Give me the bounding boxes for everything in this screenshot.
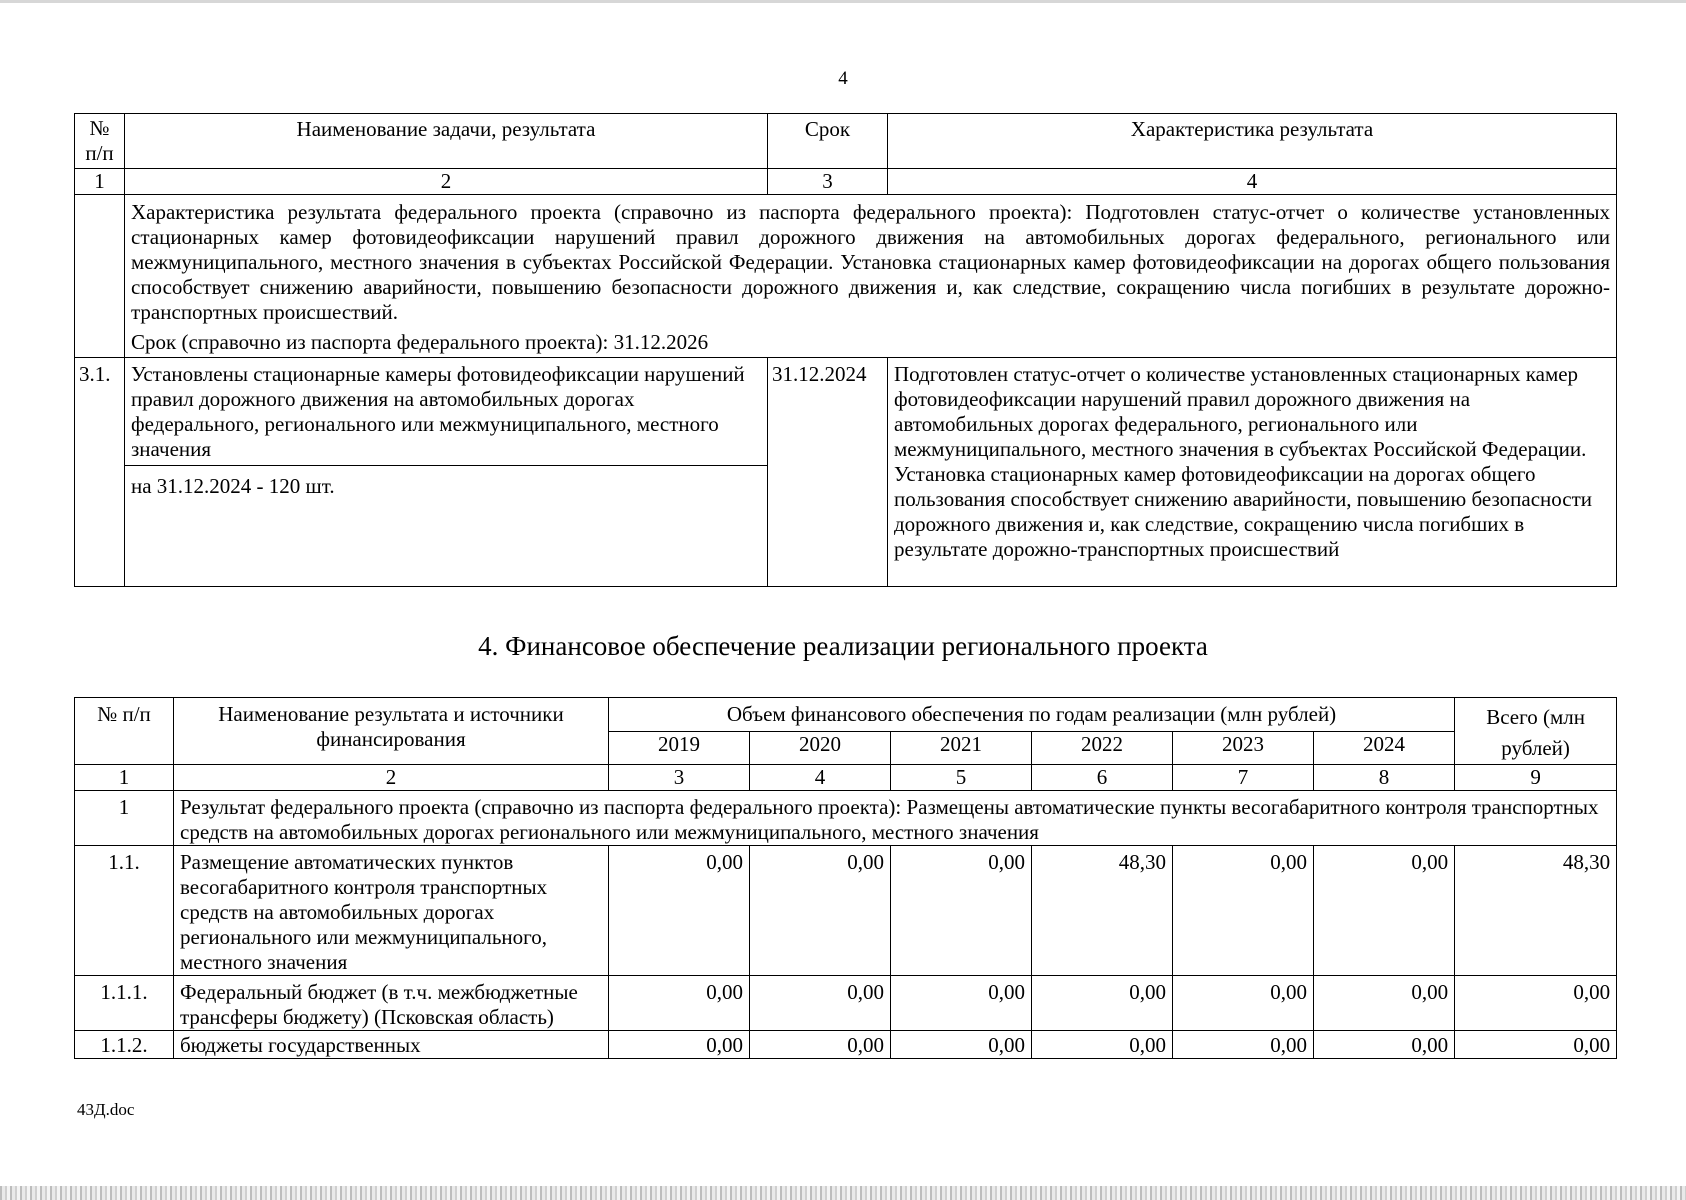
fin-row-1-1-1 xyxy=(75,976,1617,1031)
fin-row-num: 1.1. xyxy=(75,846,174,976)
fin-value-2023: 0,00 xyxy=(1173,1031,1314,1059)
fin-value-total: 48,30 xyxy=(1455,846,1617,976)
federal-result-cell xyxy=(125,195,1617,358)
index-cell: 4 xyxy=(888,169,1617,195)
fin-row-num: 1.1.2. xyxy=(75,1031,174,1059)
fin-value-2024: 0,00 xyxy=(1314,976,1455,1031)
year-2023: 2023 xyxy=(1173,732,1314,765)
fin-index-cell: 9 xyxy=(1455,765,1617,791)
row-name-cell xyxy=(125,358,768,587)
document-footer: 43Д.doc xyxy=(77,1100,135,1119)
section-title: 4. Финансовое обеспечение реализации регионального проекта xyxy=(478,631,1208,661)
row-deadline: 31.12.2024 xyxy=(768,358,888,587)
fin-value-2020: 0,00 xyxy=(750,1031,891,1059)
year-2021: 2021 xyxy=(891,732,1032,765)
results-index-row xyxy=(75,169,1617,195)
fin-value-2020: 0,00 xyxy=(750,846,891,976)
results-table xyxy=(74,113,1617,587)
fin-federal-num: 1 xyxy=(75,791,174,846)
fin-value-2023: 0,00 xyxy=(1173,976,1314,1031)
row-num: 3.1. xyxy=(75,358,125,587)
fin-value-2024: 0,00 xyxy=(1314,846,1455,976)
year-2019: 2019 xyxy=(609,732,750,765)
row-target: на 31.12.2024 - 120 шт. xyxy=(125,465,767,586)
results-header-row xyxy=(75,114,1617,169)
fin-value-total: 0,00 xyxy=(1455,1031,1617,1059)
row-name: Установлены стационарные камеры фотовидеофиксации нарушений правил дорожного движения на автомобильных дорогах федерального, регионального или межмуниципального, местного значения xyxy=(131,362,745,461)
fin-index-cell: 3 xyxy=(609,765,750,791)
result-row-3-1 xyxy=(75,358,1617,587)
fin-index-cell: 7 xyxy=(1173,765,1314,791)
year-2024: 2024 xyxy=(1314,732,1455,765)
page-number: 4 xyxy=(838,68,848,89)
empty-num-cell xyxy=(75,195,125,358)
fin-header-name: Наименование результата и источники финансирования xyxy=(174,698,609,765)
federal-result-text: Характеристика результата федерального проекта (справочно из паспорта федерального проекта): Подготовлен статус-отчет о количестве установленных стационарных камер фотовидеофиксации нарушений правил дорожного движения на автомобильных дорогах федерального, регионального или межмуниципального, местного значения в субъектах Российской Федерации. Установка стационарных камер фотовидеофиксации на дорогах общего пользования способствует снижению аварийности, повышению безопасности дорожного движения и, как следствие, сокращению числа погибших в результате дорожно-транспортных происшествий. xyxy=(131,200,1610,324)
header-characteristic: Характеристика результата xyxy=(888,114,1617,169)
year-2020: 2020 xyxy=(750,732,891,765)
fin-index-cell: 5 xyxy=(891,765,1032,791)
federal-result-row xyxy=(75,195,1617,358)
fin-header-num: № п/п xyxy=(75,698,174,765)
row-characteristic: Подготовлен статус-отчет о количестве установленных стационарных камер фотовидеофиксации нарушений правил дорожного движения на автомобильных дорогах федерального, регионального или межмуниципального, местного значения в субъектах Российской Федерации. Установка стационарных камер фотовидеофиксации на дорогах общего пользования способствует снижению аварийности, повышению безопасности дорожного движения и, как следствие, сокращению числа погибших в результате дорожно-транспортных происшествий xyxy=(888,358,1617,587)
financing-index-row xyxy=(75,765,1617,791)
header-deadline: Срок xyxy=(768,114,888,169)
financing-header-row-1 xyxy=(75,698,1617,732)
fin-row-name: бюджеты государственных xyxy=(174,1031,609,1059)
fin-value-2021: 0,00 xyxy=(891,976,1032,1031)
scan-bottom-edge xyxy=(0,1186,1686,1200)
fin-value-2019: 0,00 xyxy=(609,976,750,1031)
fin-value-2019: 0,00 xyxy=(609,1031,750,1059)
fin-index-cell: 6 xyxy=(1032,765,1173,791)
year-2022: 2022 xyxy=(1032,732,1173,765)
fin-index-cell: 8 xyxy=(1314,765,1455,791)
header-task-name: Наименование задачи, результата xyxy=(125,114,768,169)
fin-value-2020: 0,00 xyxy=(750,976,891,1031)
fin-value-2019: 0,00 xyxy=(609,846,750,976)
fin-index-cell: 2 xyxy=(174,765,609,791)
fin-value-2022: 48,30 xyxy=(1032,846,1173,976)
fin-row-1-1-2 xyxy=(75,1031,1617,1059)
financing-table xyxy=(74,697,1617,1059)
fin-index-cell: 1 xyxy=(75,765,174,791)
fin-value-2021: 0,00 xyxy=(891,1031,1032,1059)
fin-value-2021: 0,00 xyxy=(891,846,1032,976)
header-num: № п/п xyxy=(75,114,125,169)
fin-index-cell: 4 xyxy=(750,765,891,791)
fin-federal-row xyxy=(75,791,1617,846)
fin-value-total: 0,00 xyxy=(1455,976,1617,1031)
fin-value-2022: 0,00 xyxy=(1032,976,1173,1031)
fin-value-2024: 0,00 xyxy=(1314,1031,1455,1059)
index-cell: 2 xyxy=(125,169,768,195)
fin-row-name: Федеральный бюджет (в т.ч. межбюджетные трансферы бюджету) (Псковская область) xyxy=(174,976,609,1031)
fin-row-name: Размещение автоматических пунктов весогабаритного контроля транспортных средств на автомобильных дорогах регионального или межмуниципального, местного значения xyxy=(174,846,609,976)
fin-header-volume: Объем финансового обеспечения по годам реализации (млн рублей) xyxy=(609,698,1455,732)
fin-value-2022: 0,00 xyxy=(1032,1031,1173,1059)
fin-federal-text: Результат федерального проекта (справочно из паспорта федерального проекта): Размещены автоматические пункты весогабаритного контроля транспортных средств на автомобильных дорогах регионального или межмуниципального, местного значения xyxy=(174,791,1617,846)
fin-header-total: Всего (млн рублей) xyxy=(1455,698,1617,765)
federal-result-deadline: Срок (справочно из паспорта федерального проекта): 31.12.2026 xyxy=(131,330,709,354)
fin-row-num: 1.1.1. xyxy=(75,976,174,1031)
fin-row-1-1 xyxy=(75,846,1617,976)
scan-top-edge xyxy=(0,0,1686,3)
fin-value-2023: 0,00 xyxy=(1173,846,1314,976)
index-cell: 1 xyxy=(75,169,125,195)
index-cell: 3 xyxy=(768,169,888,195)
